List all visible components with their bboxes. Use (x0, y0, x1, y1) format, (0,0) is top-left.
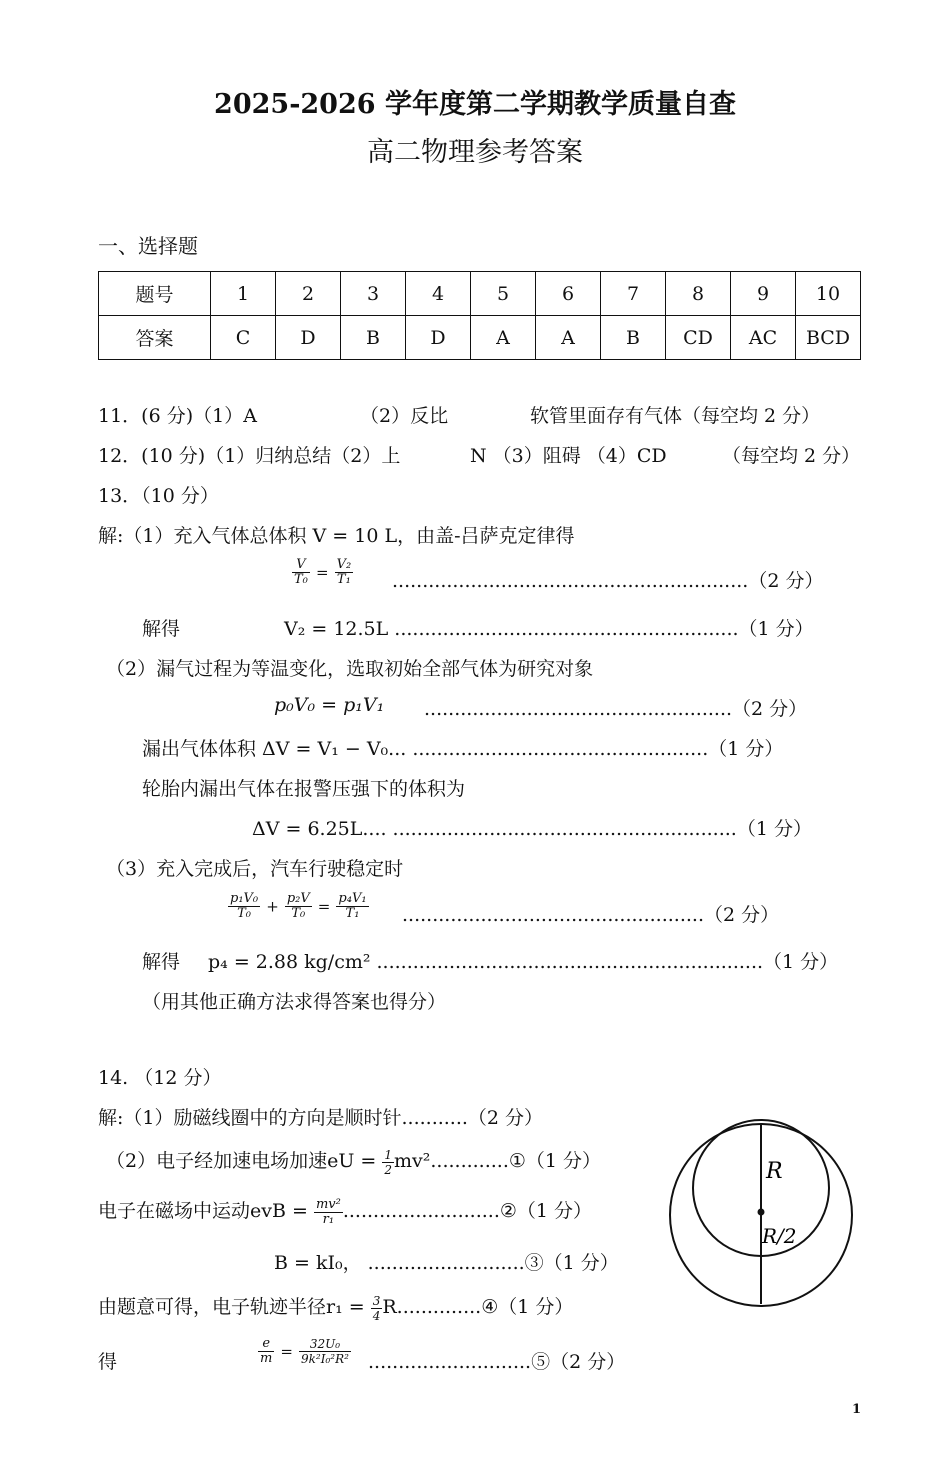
fraction-numerator: p₂V (286, 891, 310, 906)
fraction-denominator: m (260, 1351, 273, 1366)
q14-line2 (106, 1146, 601, 1177)
label-R: R (766, 1159, 783, 1184)
q14-line2-text: （2）电子经加速电场加速eU = (106, 1150, 377, 1172)
table-cell: B (341, 316, 406, 360)
table-cell: 2 (276, 272, 341, 316)
q13-line6: 轮胎内漏出气体在报警压强下的体积为 (142, 778, 466, 800)
q14-line2-tail: mv².............①（1 分） (394, 1150, 602, 1172)
q13-line5: 漏出气体体积 ΔV = V₁ − V₀... .................................................（1 分） (142, 738, 784, 760)
table-cell: CD (666, 316, 731, 360)
q13-formula3: $\frac{\text{p₁V₀}}{\text{T₀}}$ + $\frac{\text{p₂V}}{\text{T₀}}$ = $\frac{\text{p₄V₁}}{\text{T₁}}$ (230, 891, 367, 921)
q14-head: 14. （12 分） (98, 1067, 222, 1089)
table-row (99, 316, 861, 360)
q12-part3: （每空均 2 分） (722, 445, 861, 467)
q13-line7: ΔV = 6.25L.... .........................................................（1 分） (252, 818, 812, 840)
q13-formula3-score: ..................................................（2 分） (402, 904, 780, 926)
q13-note: （用其他正确方法求得答案也得分） (142, 991, 447, 1013)
q13-line9: p₄ = 2.88 kg/cm² ................................................................（1 分） (208, 951, 839, 973)
table-cell: 6 (536, 272, 601, 316)
document-subtitle: 高二物理参考答案 (367, 137, 583, 168)
fraction-denominator: 2 (384, 1162, 392, 1177)
table-cell: 9 (731, 272, 796, 316)
fraction-numerator: e (258, 1337, 274, 1352)
q14-result-label: 得 (98, 1351, 118, 1373)
center-dot (758, 1209, 765, 1216)
table-cell: D (406, 316, 471, 360)
table-cell: 1 (211, 272, 276, 316)
fraction-denominator: T₁ (336, 572, 351, 587)
fraction-numerator: 1 (384, 1147, 392, 1162)
fraction-numerator: p₄V₁ (338, 891, 367, 906)
page-number: 1 (852, 1402, 862, 1417)
table-cell: B (601, 316, 666, 360)
table-cell: AC (731, 316, 796, 360)
q13-line4-score: ...................................................（2 分） (424, 698, 808, 720)
label-R-half: R/2 (762, 1224, 797, 1248)
fraction-denominator: T₀ (294, 572, 308, 587)
q11-head: 11．(6 分)（1）A (98, 405, 257, 427)
table-header-cell: 题号 (99, 272, 211, 316)
table-cell: 3 (341, 272, 406, 316)
q12-head: 12．(10 分)（1）归纳总结（2）上 (98, 445, 401, 467)
q14-line5 (98, 1292, 573, 1323)
q13-solve-label: 解得 (142, 618, 181, 640)
q13-formula1: $\frac{V}{\text{T₀}}$ = $\frac{\text{V₂}}{\text{T₁}}$ (294, 557, 352, 587)
fraction-denominator: T₁ (345, 906, 360, 921)
q13-line3: （2）漏气过程为等温变化，选取初始全部气体为研究对象 (106, 658, 594, 680)
q11-part3: 软管里面存有气体（每空均 2 分） (530, 405, 821, 427)
fraction-numerator: p₁V₀ (230, 891, 259, 906)
table-cell: 10 (796, 272, 861, 316)
fraction-denominator: T₀ (291, 906, 306, 921)
q14-line3-tail: ..........................②（1 分） (342, 1200, 593, 1222)
answer-table (98, 271, 861, 360)
table-row (99, 272, 861, 316)
table-cell: A (536, 316, 601, 360)
fraction-numerator: 32U₀ (299, 1337, 351, 1352)
q12-part2: N （3）阻碍 （4）CD (470, 445, 667, 467)
fraction-numerator: V (292, 558, 310, 573)
table-cell: C (211, 316, 276, 360)
fraction-numerator: 3 (372, 1293, 381, 1308)
q14-result-score: ...........................⑤（2 分） (368, 1351, 626, 1373)
fraction-denominator: 4 (372, 1308, 381, 1323)
table-cell: 4 (406, 272, 471, 316)
section-heading-choice: 一、选择题 (98, 234, 198, 258)
document-title: 2025-2026 学年度第二学期教学质量自查 (214, 89, 736, 120)
table-cell: BCD (796, 316, 861, 360)
table-cell: 5 (471, 272, 536, 316)
q14-line4: B = kI₀， ..........................③（1 分） (274, 1252, 619, 1274)
q13-solve-label-2: 解得 (142, 951, 181, 973)
q13-formula1-score: ...........................................................（2 分） (392, 570, 824, 592)
q13-line4: p₀V₀ = p₁V₁ (274, 694, 385, 716)
table-cell: D (276, 316, 341, 360)
circle-diagram (660, 1118, 860, 1314)
fraction-denominator: 9k²I₀²R² (301, 1352, 349, 1366)
table-cell: 8 (666, 272, 731, 316)
q14-result-formula: $\frac{e}{m}$ = $\frac{\text{32U₀}}{\text{9k²I₀²R²}}$ (260, 1336, 349, 1366)
q11-part2: （2）反比 (360, 405, 449, 427)
fraction-denominator: r₁ (322, 1211, 335, 1227)
table-header-cell: 答案 (99, 316, 211, 360)
q13-line1: 解:（1）充入气体总体积 V = 10 L，由盖-吕萨克定律得 (98, 525, 575, 547)
q13-line2: V₂ = 12.5L .........................................................（1 分） (284, 618, 814, 640)
fraction-numerator: V₂ (336, 557, 352, 572)
q14-line5-tail: R..............④（1 分） (382, 1296, 574, 1318)
fraction-numerator: mv² (315, 1196, 341, 1212)
q14-line1: 解:（1）励磁线圈中的方向是顺时针...........（2 分） (98, 1107, 544, 1129)
q13-head: 13．（10 分） (98, 485, 219, 507)
q14-line3 (98, 1196, 592, 1227)
table-cell: 7 (601, 272, 666, 316)
q13-line8: （3）充入完成后，汽车行驶稳定时 (106, 858, 404, 880)
table-cell: A (471, 316, 536, 360)
fraction-denominator: T₀ (237, 906, 252, 921)
q14-line5-text: 由题意可得，电子轨迹半径r₁ = (98, 1296, 365, 1318)
q14-line3-text: 电子在磁场中运动evB = (98, 1200, 308, 1222)
